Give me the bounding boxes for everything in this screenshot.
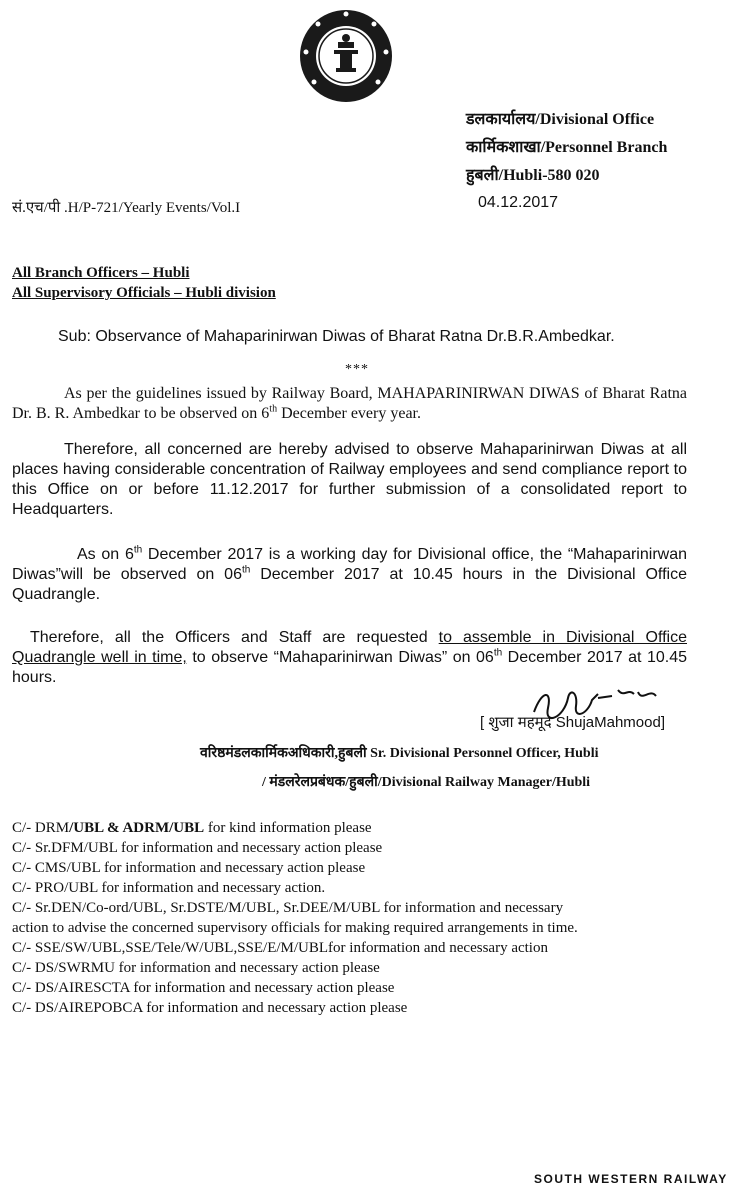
designation-sr-dpo: वरिष्ठमंडलकार्मिकअधिकारी,हुबली Sr. Divisional Personnel Officer, Hubli [200, 746, 599, 761]
branch-title: कार्मिकशाखा/Personnel Branch [466, 139, 668, 156]
designation-drm: / मंडलरेलप्रबंधक/हुबली/Divisional Railway Manager/Hubli [262, 775, 591, 790]
paragraph-4: Therefore, all the Officers and Staff are requested to assemble in Divisional Office Quadrangle well in time, to observe “Mahaparinirwan Diwas” on 06th December 2017 at 10.45 hours. [12, 629, 687, 686]
copy-item: action to advise the concerned supervisory officials for making required arrangements in time. [12, 920, 578, 936]
letter-date: 04.12.2017 [478, 194, 559, 211]
copy-item: C/- CMS/UBL for information and necessary action please [12, 860, 366, 876]
copy-item: C/- SSE/SW/UBL,SSE/Tele/W/UBL,SSE/E/M/UBLfor information and necessary action [12, 940, 548, 956]
subject-line: Sub: Observance of Mahaparinirwan Diwas of Bharat Ratna Dr.B.R.Ambedkar. [58, 328, 615, 345]
copy-item: C/- DS/AIRESCTA for information and necessary action please [12, 980, 395, 996]
copy-item: C/- PRO/UBL for information and necessary action. [12, 880, 326, 896]
signatory-name: [ शुजा महमूद ShujaMahmood] [480, 714, 665, 731]
paragraph-3: As on 6th December 2017 is a working day for Divisional office, the “Mahaparinirwan Diwas”will be observed on 06th December 2017 at 10.45 hours in the Divisional Office Quadrangle. [12, 544, 687, 603]
copy-item: C/- Sr.DEN/Co-ord/UBL, Sr.DSTE/M/UBL, Sr.DEE/M/UBL for information and necessary [12, 900, 564, 916]
separator-stars: *** [345, 362, 369, 377]
office-title: डलकार्यालय/Divisional Office [466, 111, 655, 128]
indian-railways-seal-logo [298, 8, 394, 104]
footer-railway-name: SOUTH WESTERN RAILWAY [534, 1172, 728, 1186]
copy-item: C/- DS/SWRMU for information and necessary action please [12, 960, 380, 976]
addressee-2: All Supervisory Officials – Hubli division [12, 285, 276, 301]
copy-to-list [12, 818, 578, 1018]
copy-item: C/- DS/AIREPOBCA for information and necessary action please [12, 1000, 408, 1016]
copy-item: C/- Sr.DFM/UBL for information and necessary action please [12, 840, 383, 856]
reference-number: सं.एच/पी .H/P-721/Yearly Events/Vol.I [12, 200, 241, 216]
paragraph-1: As per the guidelines issued by Railway Board, MAHAPARINIRWAN DIWAS of Bharat Ratna Dr. B. R. Ambedkar to be observed on 6th December every year. [12, 385, 687, 422]
copy-item: C/- DRM/UBL & ADRM/UBL for kind information please [12, 820, 372, 836]
addressee-1: All Branch Officers – Hubli [12, 265, 190, 281]
city-title: हुबली/Hubli-580 020 [466, 167, 600, 184]
paragraph-2: Therefore, all concerned are hereby advised to observe Mahaparinirwan Diwas at all places having considerable concentration of Railway employees and send compliance report to this Office on or before 11.12.2017 for further submission of a consolidated report to Headquarters. [12, 441, 687, 518]
